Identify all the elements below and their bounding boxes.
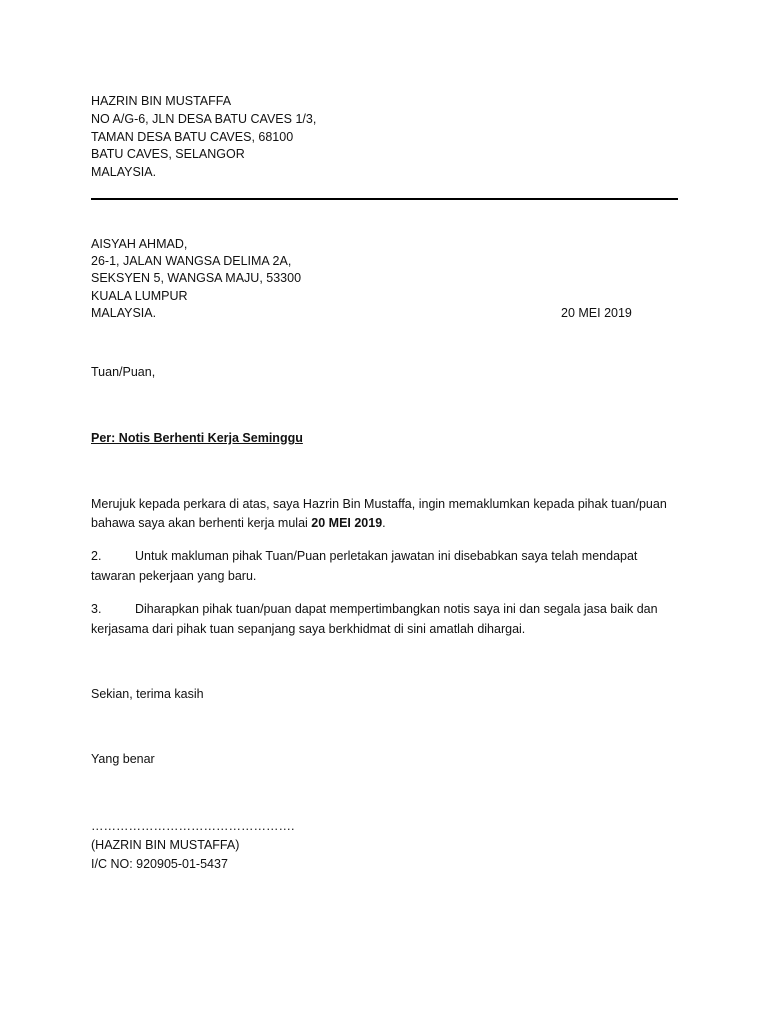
body-text: . — [382, 516, 386, 530]
sender-address-line: TAMAN DESA BATU CAVES, 68100 — [91, 130, 294, 144]
subject-line: Per: Notis Berhenti Kerja Seminggu — [91, 431, 303, 445]
body-text: Diharapkan pihak tuan/puan dapat mempertimbangkan notis saya ini dan segala jasa baik dan — [135, 602, 658, 616]
body-text: bahawa saya akan berhenti kerja mulai — [91, 516, 312, 530]
header-divider — [91, 198, 678, 200]
body-paragraph-1-line-2 — [91, 516, 386, 530]
paragraph-number: 3. — [91, 602, 102, 616]
signoff: Yang benar — [91, 752, 155, 766]
recipient-address-line: KUALA LUMPUR — [91, 289, 188, 303]
sender-address-line: NO A/G-6, JLN DESA BATU CAVES 1/3, — [91, 112, 317, 126]
body-paragraph-2-line-2: tawaran pekerjaan yang baru. — [91, 569, 257, 583]
recipient-address-line: MALAYSIA. — [91, 306, 157, 320]
signatory-ic: I/C NO: 920905-01-5437 — [91, 857, 228, 871]
paragraph-number: 2. — [91, 549, 102, 563]
recipient-address-line: SEKSYEN 5, WANGSA MAJU, 53300 — [91, 271, 302, 285]
sender-name: HAZRIN BIN MUSTAFFA — [91, 94, 232, 108]
letter-date: 20 MEI 2019 — [561, 306, 632, 320]
body-paragraph-2-line-1 — [91, 549, 637, 563]
body-paragraph-3-line-2: kerjasama dari pihak tuan sepanjang saya berkhidmat di sini amatlah dihargai. — [91, 622, 526, 636]
signature-line: …………………………………………. — [91, 819, 295, 833]
recipient-name: AISYAH AHMAD, — [91, 237, 188, 251]
salutation: Tuan/Puan, — [91, 365, 156, 379]
effective-date: 20 MEI 2019 — [311, 516, 383, 530]
sender-address-line: BATU CAVES, SELANGOR — [91, 147, 245, 161]
recipient-address-line: 26-1, JALAN WANGSA DELIMA 2A, — [91, 254, 292, 268]
closing: Sekian, terima kasih — [91, 687, 204, 701]
body-paragraph-1-line-1: Merujuk kepada perkara di atas, saya Hazrin Bin Mustaffa, ingin memaklumkan kepada pihak tuan/puan — [91, 497, 667, 511]
signatory-name: (HAZRIN BIN MUSTAFFA) — [91, 838, 240, 852]
body-paragraph-3-line-1 — [91, 602, 658, 616]
body-text: Untuk makluman pihak Tuan/Puan perletakan jawatan ini disebabkan saya telah mendapat — [135, 549, 638, 563]
sender-address-line: MALAYSIA. — [91, 165, 157, 179]
